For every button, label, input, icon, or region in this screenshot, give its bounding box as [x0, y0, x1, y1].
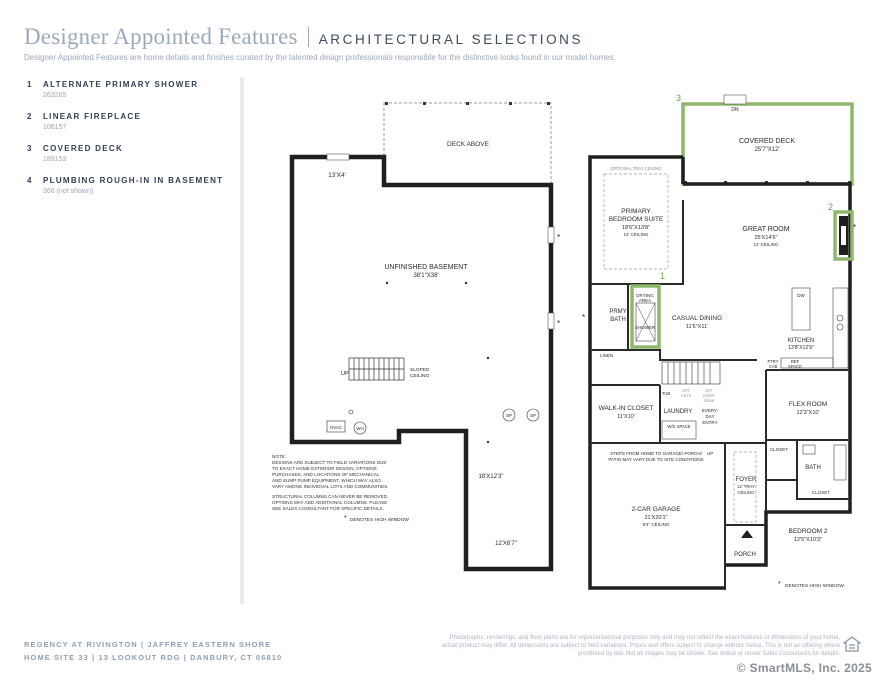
casual-dining-size: 11'6"X11' — [685, 324, 709, 330]
garage-note-1: STEPS FROM HOME TO GARAGE/ PORCH/ — [610, 451, 702, 456]
basement-room-size: 38'1"X38' — [413, 273, 439, 279]
basement-window — [548, 227, 554, 243]
sp-label: SP — [529, 413, 537, 418]
equal-housing-icon — [843, 636, 861, 652]
foyer-label: FOYER — [735, 477, 757, 483]
deck-stairs — [724, 95, 746, 104]
every-day-label-1: EVERY- — [701, 408, 719, 413]
basement-window — [548, 313, 554, 329]
ptry-label-1: PTRY — [767, 359, 779, 364]
feature-code: 106157 — [43, 124, 67, 131]
marker-2: 2 — [828, 202, 834, 212]
high-window-marker: * — [582, 313, 586, 322]
closet-label-2: CLOSET — [811, 490, 831, 495]
covered-deck-label: COVERED DECK — [738, 138, 796, 145]
opt-cats-label-2: CATS — [680, 393, 692, 398]
page-subtitle: ARCHITECTURAL SELECTIONS — [318, 32, 584, 47]
feature-label: COVERED DECK — [43, 144, 124, 153]
svg-text:VARY AMONG INDIVIDUAL LOTS AND: VARY AMONG INDIVIDUAL LOTS AND COMMUNITIES. — [272, 484, 389, 489]
ref-label-2: SPACE — [788, 364, 802, 369]
ptry-label-2: CAB — [768, 364, 778, 369]
feature-number: 1 — [27, 80, 33, 89]
walk-in-label: WALK-IN CLOSET — [598, 405, 654, 412]
sloped-label: SLOPED — [410, 368, 430, 373]
wd-space-label: W/D SPACE — [667, 424, 691, 429]
drying-label-1: DRYING — [636, 293, 654, 298]
feature-code: 189153 — [43, 156, 67, 163]
kitchen-counters — [781, 288, 848, 368]
primary-ceiling: 12' CEILING — [623, 232, 649, 237]
svg-text:DESIGNS ARE SUBJECT TO FIELD V: DESIGNS ARE SUBJECT TO FIELD VARIATIONS DUE — [272, 460, 387, 465]
community-line: REGENCY AT RIVINGTON | JAFFREY EASTERN SHORE — [24, 640, 272, 649]
svg-text:OPTIONS MAY ADD ADDITIONAL COL: OPTIONS MAY ADD ADDITIONAL COLUMNS. PLEASE — [272, 500, 388, 505]
svg-text:SEE SALES CONSULTANT FOR SPECI: SEE SALES CONSULTANT FOR SPECIFIC DETAILS. — [272, 506, 384, 511]
drying-label-2: AREA — [638, 298, 652, 303]
deck-above-label: DECK ABOVE — [447, 141, 489, 148]
flex-room-label: FLEX ROOM — [788, 401, 828, 408]
linen-label: LINEN — [600, 353, 614, 358]
window-size-label: 13'X4' — [328, 172, 346, 179]
porch-label: PORCH — [734, 552, 756, 558]
basement-window — [327, 154, 349, 160]
basement-notes — [272, 454, 388, 511]
footer-address — [24, 638, 282, 664]
opt-cats-label-1: OPT — [681, 388, 691, 393]
primary-label-1: PRIMARY — [621, 208, 651, 215]
high-window-legend: DENOTES HIGH WINDOW — [350, 518, 409, 523]
up-label: UP — [706, 451, 714, 456]
opt-drop-label-3: ZONE — [703, 398, 715, 403]
svg-text:PURCHASED, AND LOCATIONS OF ME: PURCHASED, AND LOCATIONS OF MECHANICAL — [272, 472, 380, 477]
main-floor-plan — [582, 93, 856, 590]
main-stairs — [662, 362, 720, 384]
bottom-area-size: 12'X6'7" — [495, 541, 517, 547]
dw-label: DW — [797, 293, 805, 298]
covered-deck-size: 25'7"X12' — [754, 147, 780, 153]
walk-in-size: 11'X10' — [617, 414, 635, 420]
feature-label: ALTERNATE PRIMARY SHOWER — [43, 80, 199, 89]
garage-label: 2-CAR GARAGE — [631, 506, 681, 513]
ceiling-label: CEILING — [410, 374, 430, 379]
basement-plan — [272, 102, 560, 569]
prmy-bath-label-2: BATH — [610, 317, 626, 323]
dn-label: DN — [731, 107, 739, 113]
svg-text:TO EXACT HOME EXTERIOR DESIGN,: TO EXACT HOME EXTERIOR DESIGN, OPTIONS — [272, 466, 377, 471]
great-room-size: 25'X14'6" — [754, 235, 778, 241]
primary-label-2: BEDROOM SUITE — [608, 216, 664, 223]
svg-text:*: * — [344, 515, 347, 522]
garage-size: 21'X20'1" — [644, 515, 668, 521]
svg-text:AND SUMP PUMP EQUIPMENT, WHICH: AND SUMP PUMP EQUIPMENT, WHICH MAY ALSO — [272, 478, 381, 483]
prmy-bath-label-1: PRMY — [609, 309, 627, 315]
stairs-up-label: UP — [341, 371, 349, 377]
feature-number: 4 — [27, 176, 33, 185]
foyer-tray-1: 12' TRAY — [737, 484, 755, 489]
high-window-marker: * — [557, 233, 561, 242]
kitchen-label: KITCHEN — [787, 338, 815, 344]
sp-label: SP — [505, 413, 513, 418]
feature-number: 3 — [27, 144, 33, 153]
feature-label: PLUMBING ROUGH-IN IN BASEMENT — [43, 176, 224, 185]
disclaimer: Photographs, renderings, and floor plans are for representational purposes only and may not reflect the exact features or dimensions of your home, actual product may differ. All dimensions are subject to field variations. Prices and offers subject to change without notice. This is not an offering where prohibited by law. Not all images may be shown. See online or onsite Sales Consultants for details. — [441, 635, 840, 657]
kitchen-size: 13'8"X12'9" — [788, 345, 814, 351]
laundry-label: LAUNDRY — [663, 409, 693, 415]
marker-3: 3 — [676, 93, 682, 103]
high-window-marker: * — [853, 223, 857, 232]
garage-note-2: PATIO MAY VARY DUE TO SITE CONDITIONS — [608, 457, 704, 462]
wh-label: WH — [356, 426, 364, 431]
casual-dining-label: CASUAL DINING — [671, 315, 723, 322]
bedroom2-label: BEDROOM 2 — [788, 528, 828, 535]
svg-text:NOTE:: NOTE: — [272, 454, 287, 459]
hvac-label: HVAC — [329, 425, 343, 430]
great-room-label: GREAT ROOM — [742, 226, 790, 233]
basement-stairs — [349, 358, 404, 380]
opt-drop-label-2: DROP — [703, 393, 715, 398]
great-room-ceiling: 12' CEILING — [753, 242, 779, 247]
intro-text: Designer Appointed Features are home details and finishes curated by the talented design professionals responsible for the distinctive looks found in our model homes. — [24, 53, 616, 62]
page-title: Designer Appointed Features — [24, 24, 298, 49]
entry-arrow — [741, 530, 753, 538]
bedroom2-size: 12'5"X10'3" — [793, 537, 823, 543]
shower-label: SHOWER — [634, 325, 656, 330]
every-day-label-2: DAY — [705, 414, 715, 419]
feature-code: 366 (not shown) — [43, 188, 94, 195]
address-line: HOME SITE 33 | 13 LOOKOUT RDG | DANBURY, CT 06810 — [24, 653, 283, 662]
bath-label: BATH — [805, 465, 821, 471]
opt-drop-label-1: OPT — [704, 388, 714, 393]
closet-label: CLOSET — [769, 447, 789, 452]
basement-room-name: UNFINISHED BASEMENT — [384, 264, 468, 271]
garage-ceiling: 9'4" CEILING — [642, 522, 670, 527]
svg-text:STRUCTURAL COLUMNS CAN NEVER B: STRUCTURAL COLUMNS CAN NEVER BE REMOVED. — [272, 494, 389, 499]
primary-size: 18'6"X13'8" — [621, 225, 651, 231]
flex-room-size: 12'3"X10' — [796, 410, 820, 416]
lower-area-size: 18'X12'3" — [478, 474, 504, 480]
high-window-legend: DENOTES HIGH WINDOW — [785, 584, 844, 589]
tub-label: TUB — [661, 391, 671, 396]
every-day-label-3: ENTRY — [702, 420, 718, 425]
ref-label-1: REF — [790, 359, 800, 364]
tray-ceiling-label: OPTIONAL TRAY CEILING — [610, 166, 662, 171]
feature-label: LINEAR FIREPLACE — [43, 112, 142, 121]
high-window-marker: * — [557, 319, 561, 328]
foyer-tray-2: CEILING — [737, 490, 755, 495]
feature-number: 2 — [27, 112, 33, 121]
feature-code: 263285 — [43, 92, 67, 99]
marker-1: 1 — [660, 271, 666, 281]
svg-text:*: * — [778, 581, 781, 588]
copyright-watermark: © SmartMLS, Inc. 2025 — [736, 661, 872, 675]
